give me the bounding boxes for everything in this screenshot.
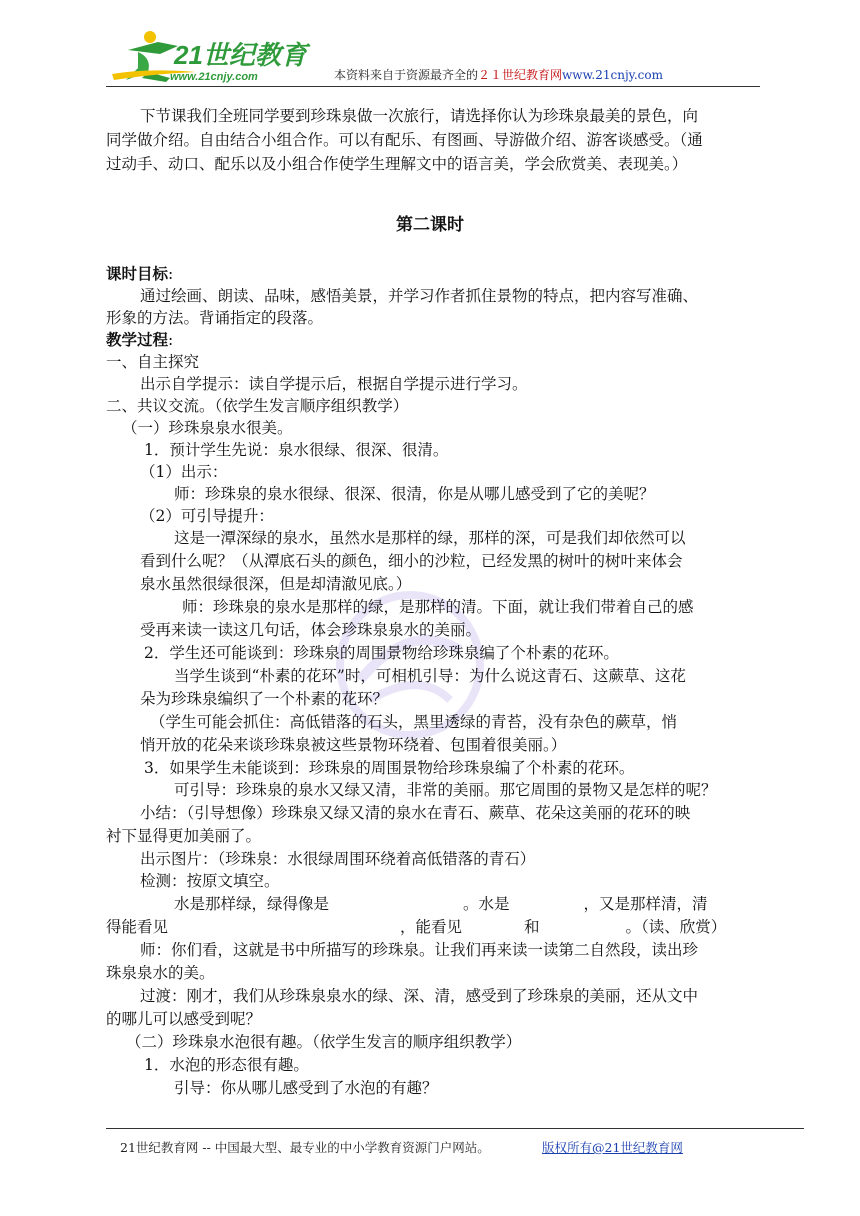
fill-blank-line-2 (106, 917, 726, 937)
item-1-2-line-1: 这是一潭深绿的泉水，虽然水是那样的绿，那样的深，可是我们却依然可以 (174, 529, 686, 547)
process-heading-colon: : (168, 331, 174, 349)
test-line: 检测：按原文填空。 (140, 872, 280, 890)
subsection-b-item-1-line-1: 引导：你从哪儿感受到了水泡的有趣？ (174, 1079, 438, 1097)
goal-heading: 课时目标 (106, 264, 169, 283)
subsection-b-item-1: 1．水泡的形态很有趣。 (144, 1056, 309, 1074)
footer-divider (106, 1128, 804, 1129)
goal-heading-line (106, 264, 173, 284)
summary-line-1: 小结：（引导想像）珍珠泉又绿又清的泉水在青石、蕨草、花朵这美丽的花环的映 (140, 804, 691, 822)
show-picture-line: 出示图片：（珍珠泉：水很绿周围环绕着高低错落的青石） (140, 850, 536, 868)
item-1-1-text: 师：珍珠泉的泉水很绿、很深、很清，你是从哪儿感受到了它的美呢？ (174, 485, 655, 503)
header-url-link[interactable]: www.21cnjy.com (562, 68, 663, 82)
fill-text-c: ，又是那样清，清 (583, 895, 708, 913)
header-site-link[interactable]: ２１世纪教育网 (478, 68, 563, 82)
process-heading: 教学过程 (106, 330, 169, 349)
section-2-heading: 二、共议交流。（依学生发言顺序组织教学） (106, 397, 409, 415)
header-divider (106, 86, 760, 87)
item-3: 3．如果学生未能谈到：珍珠泉的周围景物给珍珠泉编了个朴素的花环。 (144, 759, 635, 777)
fill-text-a: 水是那样绿，绿得像是 (174, 895, 330, 913)
subsection-a-heading: （一）珍珠泉泉水很美。 (122, 419, 293, 437)
item-1-2: （2）可引导提升： (140, 507, 274, 525)
fill-text-e: ，能看见 (400, 918, 463, 936)
header-note-prefix: 本资料来自于资源最齐全的 (334, 68, 479, 82)
item-1-2-line-4: 师：珍珠泉的泉水是那样的绿，是那样的清。下面，就让我们带着自己的感 (182, 598, 694, 616)
lesson-title: 第二课时 (396, 215, 464, 235)
intro-line-3: 过动手、动口、配乐以及小组合作使学生理解文中的语言美，学会欣赏美、表现美。） (106, 155, 688, 173)
site-logo (108, 28, 318, 86)
fill-text-b: 。水是 (463, 895, 510, 913)
header-note (334, 66, 663, 83)
intro-line-1: 下节课我们全班同学要到珍珠泉做一次旅行，请选择你认为珍珠泉最美的景色，向 (140, 107, 699, 125)
item-1-2-line-2: 看到什么呢？（从潭底石头的颜色，细小的沙粒，已经发黑的树叶的树叶来体会 (140, 552, 683, 570)
teacher-line-1: 师：你们看，这就是书中所描写的珍珠泉。让我们再来读一读第二自然段，读出珍 (140, 941, 699, 959)
intro-line-2: 同学做介绍。自由结合小组合作。可以有配乐、有图画、导游做介绍、游客谈感受。（通 (106, 131, 703, 149)
section-1-text: 出示自学提示：读自学提示后，根据自学提示进行学习。 (140, 375, 528, 393)
item-3-line-1: 可引导：珍珠泉的泉水又绿又清，非常的美丽。那它周围的景物又是怎样的呢？ (174, 781, 717, 799)
item-1-2-line-5: 受再来读一读这几句话，体会珍珠泉泉水的美丽。 (140, 621, 482, 639)
footer-copyright-link[interactable]: 版权所有@21世纪教育网 (542, 1140, 683, 1155)
item-2-line-3: （学生可能会抓住：高低错落的石头，黑里透绿的青苔，没有杂色的蕨草，悄 (150, 713, 678, 731)
summary-line-2: 衬下显得更加美丽了。 (106, 827, 262, 845)
logo-text: 21世纪教育 (174, 40, 307, 70)
teacher-line-2: 珠泉泉水的美。 (106, 964, 215, 982)
fill-text-d: 得能看见 (106, 918, 169, 936)
goal-line-2: 形象的方法。背诵指定的段落。 (106, 309, 324, 327)
fill-text-f: 和 (524, 918, 540, 936)
fill-text-g: 。（读、欣赏） (625, 918, 727, 936)
item-1-1: （1）出示： (140, 463, 228, 481)
goal-line-1: 通过绘画、朗读、品味，感悟美景，并学习作者抓住景物的特点，把内容写准确、 (140, 287, 699, 305)
subsection-b-heading: （二）珍珠泉水泡很有趣。（依学生发言的顺序组织教学） (126, 1033, 522, 1051)
item-2-line-4: 悄开放的花朵来谈珍珠泉被这些景物环绕着、包围着很美丽。） (140, 736, 567, 754)
item-1-2-line-3: 泉水虽然很绿很深，但是却清澈见底。） (140, 575, 412, 593)
footer-text: 21世纪教育网 -- 中国最大型、最专业的中小学教育资源门户网站。 (120, 1140, 490, 1155)
fill-blank-line-1 (174, 894, 708, 914)
transition-line-2: 的哪儿可以感受到呢？ (106, 1010, 262, 1028)
logo-url: www.21cnjy.com (170, 71, 258, 83)
process-heading-line (106, 330, 173, 350)
item-1: 1．预计学生先说：泉水很绿、很深、很清。 (144, 441, 449, 459)
item-2: 2．学生还可能谈到：珍珠泉的周围景物给珍珠泉编了个朴素的花环。 (144, 644, 619, 662)
item-2-line-2: 朵为珍珠泉编织了一个朴素的花环？ (140, 690, 389, 708)
transition-line-1: 过渡：刚才，我们从珍珠泉泉水的绿、深、清，感受到了珍珠泉的美丽，还从文中 (140, 987, 699, 1005)
item-2-line-1: 当学生谈到“朴素的花环”时，可相机引导：为什么说这青石、这蕨草、这花 (174, 667, 686, 685)
goal-heading-colon: : (168, 265, 174, 283)
section-1-heading: 一、自主探究 (106, 353, 200, 371)
